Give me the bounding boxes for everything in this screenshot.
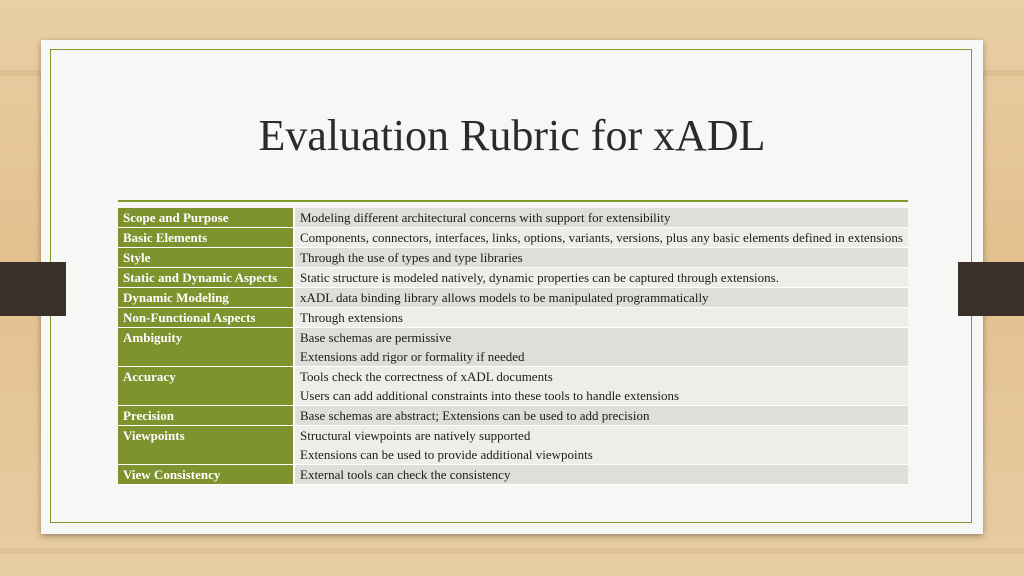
- criterion-cell: Ambiguity: [118, 328, 294, 367]
- description-line: Users can add additional constraints into these tools to handle extensions: [300, 388, 680, 403]
- table-row: [118, 228, 908, 248]
- criterion-cell: Accuracy: [118, 367, 294, 406]
- table-row: [118, 426, 908, 465]
- right-binder-tab: [958, 262, 1024, 316]
- description-cell: [294, 465, 908, 485]
- description-cell: [294, 328, 908, 367]
- slide-title: Evaluation Rubric for xADL: [258, 111, 766, 160]
- table-row: [118, 308, 908, 328]
- description-cell: [294, 288, 908, 308]
- table-row: [118, 367, 908, 406]
- description-line: Base schemas are abstract; Extensions can be used to add precision: [300, 408, 650, 423]
- description-cell: [294, 208, 908, 228]
- description-line: Tools check the correctness of xADL documents: [300, 369, 553, 384]
- criterion-cell: Dynamic Modeling: [118, 288, 294, 308]
- criterion-cell: Precision: [118, 406, 294, 426]
- description-cell: [294, 308, 908, 328]
- rubric-table-body: [118, 208, 908, 485]
- criterion-cell: Scope and Purpose: [118, 208, 294, 228]
- description-line: Extensions add rigor or formality if needed: [300, 349, 525, 364]
- table-row: [118, 208, 908, 228]
- description-line: Base schemas are permissive: [300, 330, 452, 345]
- criterion-cell: Viewpoints: [118, 426, 294, 465]
- table-row: [118, 328, 908, 367]
- description-cell: [294, 426, 908, 465]
- description-cell: [294, 367, 908, 406]
- description-cell: [294, 248, 908, 268]
- description-line: External tools can check the consistency: [300, 467, 511, 482]
- description-cell: [294, 406, 908, 426]
- description-cell: [294, 228, 908, 248]
- criterion-cell: Static and Dynamic Aspects: [118, 268, 294, 288]
- criterion-cell: Basic Elements: [118, 228, 294, 248]
- rubric-table: [118, 208, 908, 485]
- left-binder-tab: [0, 262, 66, 316]
- table-row: [118, 406, 908, 426]
- description-line: xADL data binding library allows models to be manipulated programmatically: [300, 290, 709, 305]
- table-top-rule: [118, 200, 908, 202]
- description-line: Through extensions: [300, 310, 403, 325]
- description-line: Static structure is modeled natively, dynamic properties can be captured through extensions.: [300, 270, 779, 285]
- description-line: Extensions can be used to provide additional viewpoints: [300, 447, 593, 462]
- criterion-cell: View Consistency: [118, 465, 294, 485]
- description-cell: [294, 268, 908, 288]
- table-row: [118, 248, 908, 268]
- description-line: Through the use of types and type libraries: [300, 250, 523, 265]
- table-row: [118, 268, 908, 288]
- description-line: Structural viewpoints are natively supported: [300, 428, 531, 443]
- description-line: Components, connectors, interfaces, links, options, variants, versions, plus any basic elements defined in extensions: [300, 230, 903, 245]
- wood-grain: [0, 548, 1024, 554]
- table-row: [118, 465, 908, 485]
- criterion-cell: Style: [118, 248, 294, 268]
- criterion-cell: Non-Functional Aspects: [118, 308, 294, 328]
- table-row: [118, 288, 908, 308]
- description-line: Modeling different architectural concerns with support for extensibility: [300, 210, 671, 225]
